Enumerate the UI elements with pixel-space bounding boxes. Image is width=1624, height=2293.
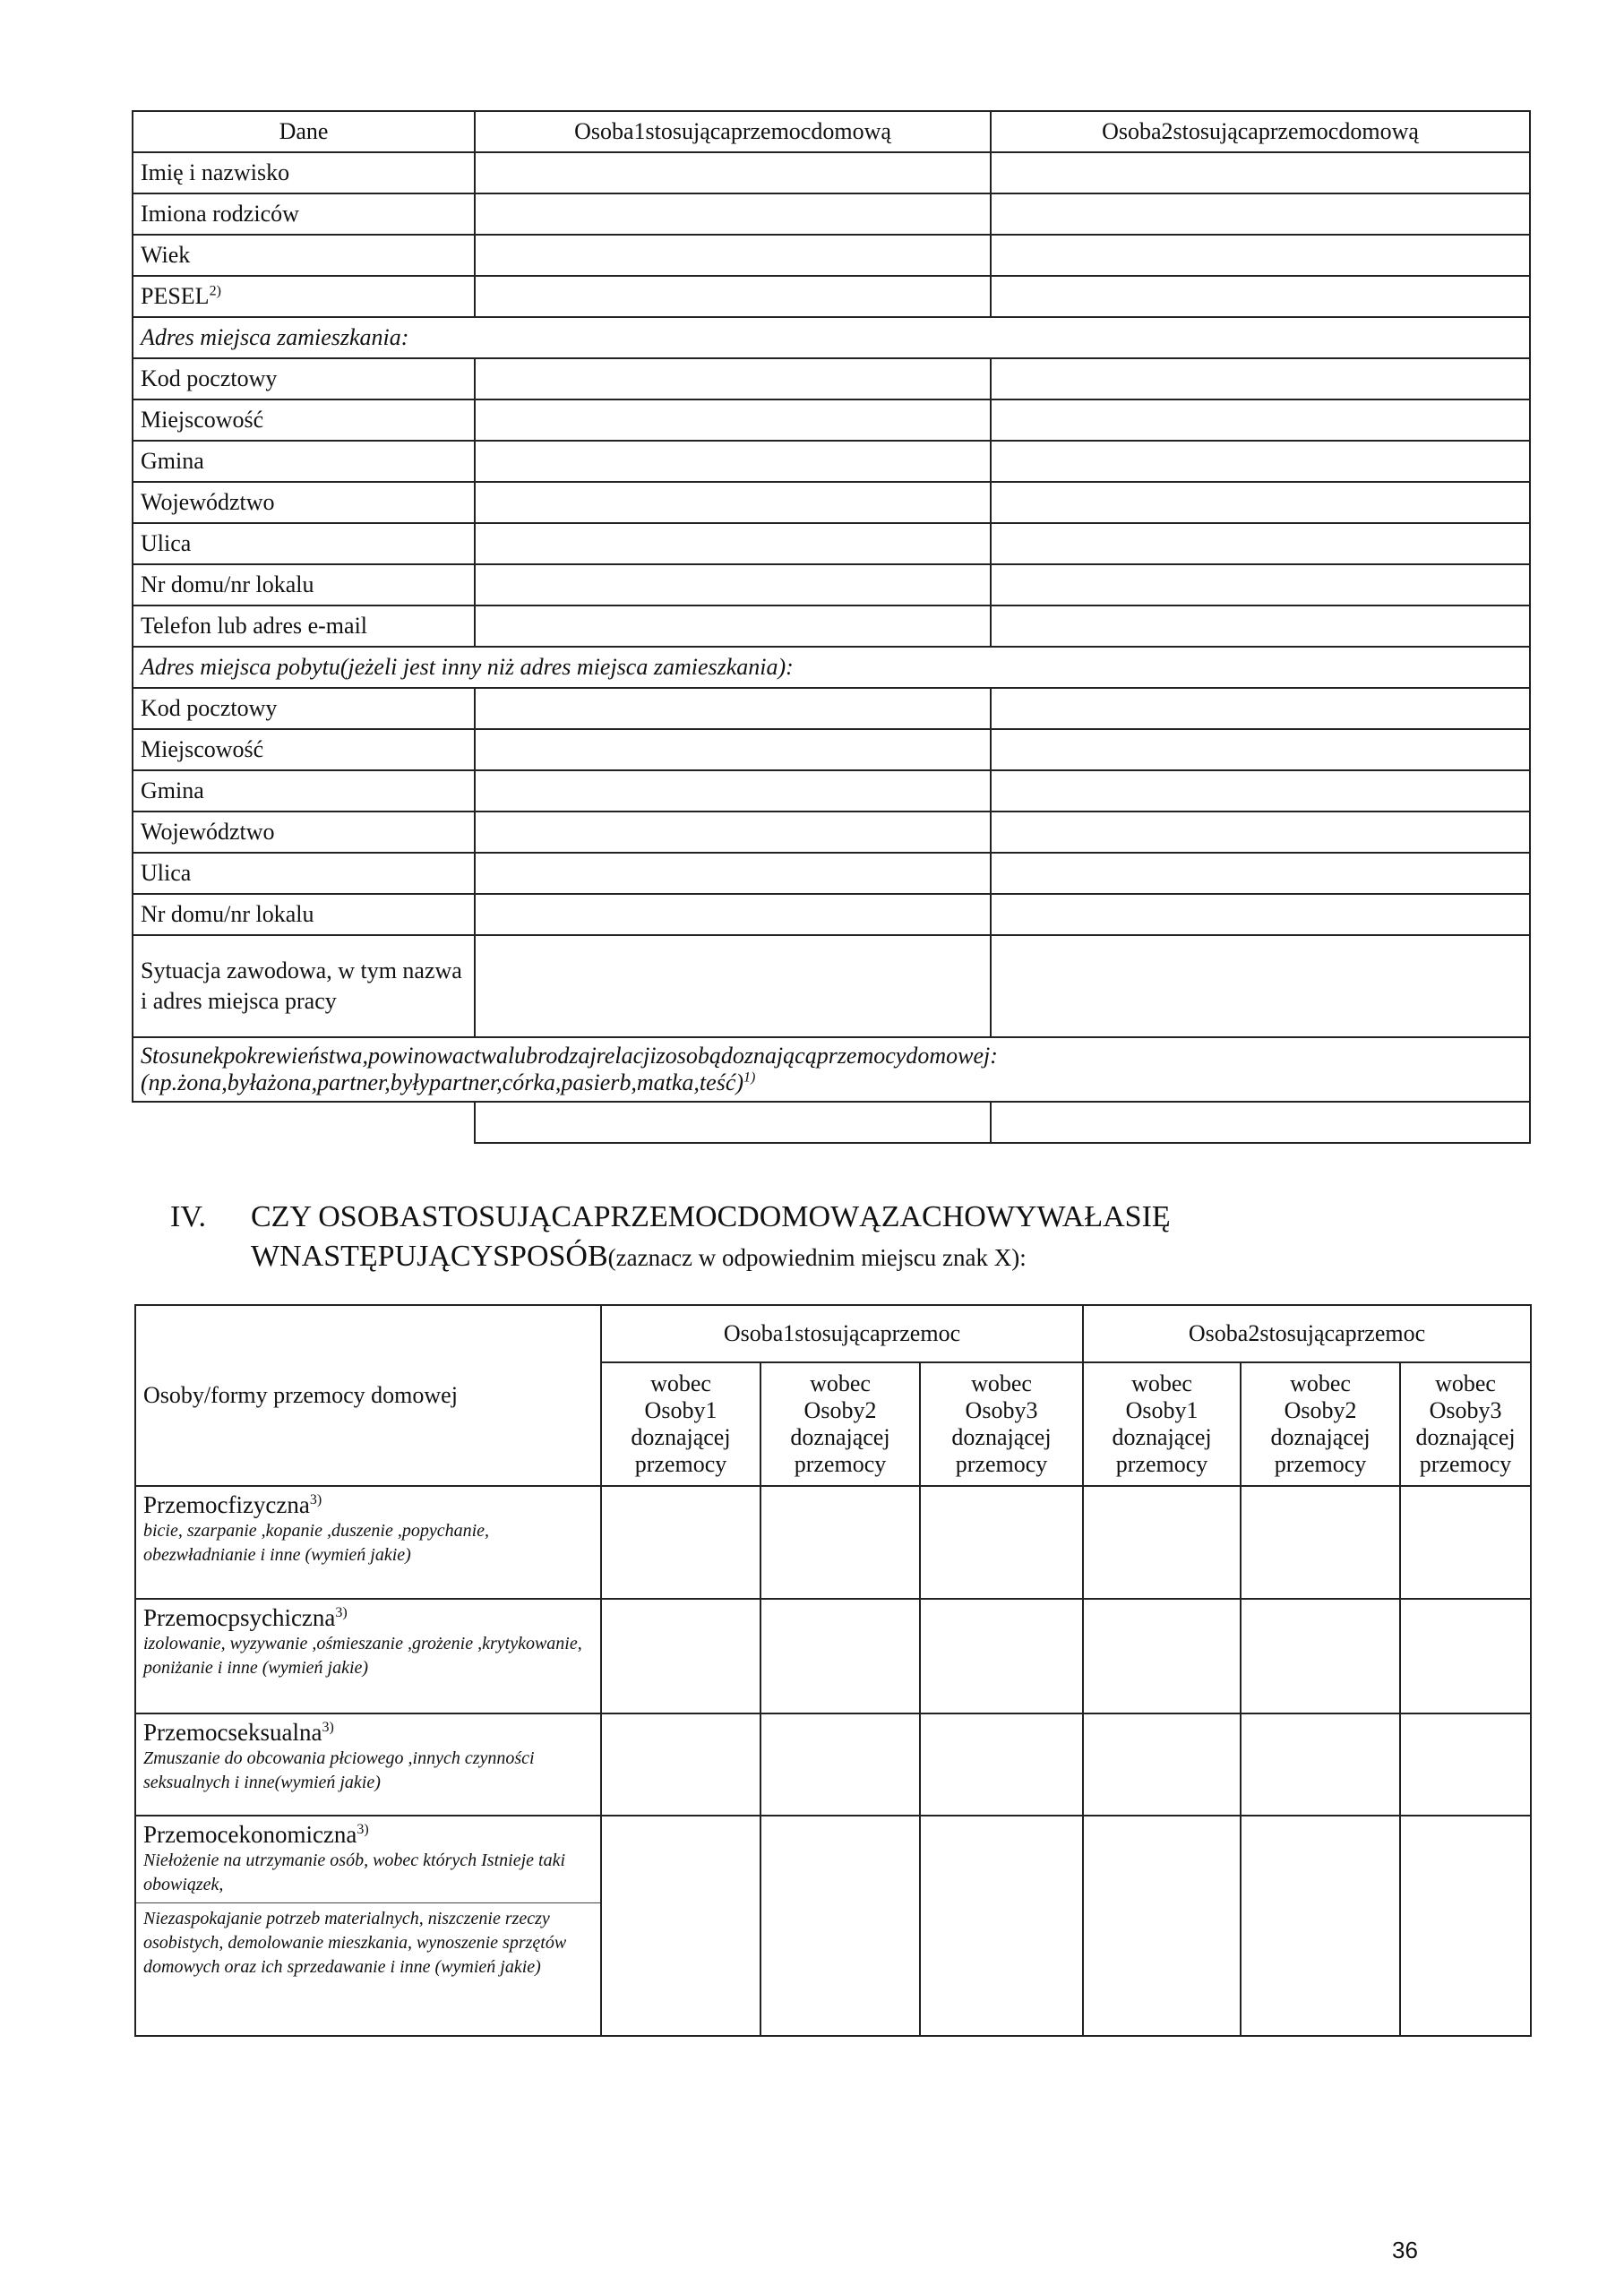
column-header-person2: Osoba2stosującaprzemocdomową (991, 111, 1530, 152)
table-row (133, 441, 1530, 482)
group-header-person2: Osoba2stosującaprzemoc (1083, 1305, 1531, 1362)
relation-line2: (np.żona,byłażona,partner,byłypartner,córka,pasierb,matka,teść) (141, 1069, 744, 1095)
input-cell-person2[interactable] (991, 193, 1530, 235)
subheader-text: przemocy (634, 1451, 727, 1477)
subheader-text: Osoby3 (1429, 1397, 1502, 1423)
row-label-parents: Imiona rodziców (133, 193, 475, 235)
checkbox-cell[interactable] (760, 1486, 920, 1599)
input-cell-person1[interactable] (475, 482, 991, 523)
table-row (133, 1102, 1530, 1143)
input-cell-person2[interactable] (991, 688, 1530, 729)
subheader-text: wobec (650, 1370, 711, 1396)
checkbox-cell[interactable] (1083, 1816, 1241, 2036)
table-row (135, 1816, 1531, 2036)
checkbox-cell[interactable] (920, 1486, 1083, 1599)
subheader-text: doznającej (631, 1424, 731, 1450)
economic-part1 (136, 1820, 600, 1903)
subheader-text: wobec (971, 1370, 1032, 1396)
checkbox-cell[interactable] (601, 1713, 760, 1816)
input-cell-person2[interactable] (991, 770, 1530, 812)
section-row-residence (133, 317, 1530, 358)
form-label-economic (135, 1816, 601, 2036)
form-title (143, 1603, 593, 1632)
footnote-marker: 3) (309, 1492, 322, 1507)
table-row (133, 770, 1530, 812)
footnote-marker: 2) (209, 283, 221, 299)
table-row (133, 523, 1530, 564)
row-label: Województwo (133, 812, 475, 853)
subheader-text: wobec (1435, 1370, 1496, 1396)
table-row (133, 812, 1530, 853)
section-number: IV. (170, 1200, 206, 1233)
input-cell-person2[interactable] (991, 358, 1530, 399)
checkbox-cell[interactable] (1400, 1713, 1531, 1816)
row-label: Telefon lub adres e-mail (133, 605, 475, 647)
form-title (143, 1820, 593, 1849)
violence-forms-table (134, 1304, 1532, 2037)
section-label-stay: Adres miejsca pobytu(jeżeli jest inny niż adres miejsca zamieszkania): (133, 647, 1530, 688)
input-cell-person1[interactable] (475, 812, 991, 853)
table-row (133, 235, 1530, 276)
input-cell-person2[interactable] (991, 523, 1530, 564)
table-row (135, 1713, 1531, 1816)
form-description: Niełożenie na utrzymanie osób, wobec których Istnieje taki obowiązek, (143, 1851, 566, 1894)
subheader-text: wobec (1131, 1370, 1192, 1396)
section-title-line2-main: WNASTĘPUJĄCYSPOSÓB (251, 1240, 608, 1273)
checkbox-cell[interactable] (920, 1599, 1083, 1713)
section-title-note: (zaznacz w odpowiednim miejscu znak X): (607, 1244, 1027, 1271)
row-label: Nr domu/nr lokalu (133, 564, 475, 605)
input-cell-person1[interactable] (475, 399, 991, 441)
relation-line1: Stosunekpokrewieństwa,powinowactwalubrodzajrelacjizosobądoznającąprzemocydomowej: (141, 1043, 998, 1069)
input-cell-person1[interactable] (475, 276, 991, 317)
form-label-sexual (135, 1713, 601, 1816)
checkbox-cell[interactable] (1241, 1816, 1400, 2036)
input-cell-person2-relation[interactable] (991, 1102, 1530, 1143)
row-label: Ulica (133, 523, 475, 564)
input-cell-person1[interactable] (475, 564, 991, 605)
subheader-p2-o2 (1241, 1362, 1400, 1486)
personal-data-table (132, 110, 1531, 1144)
checkbox-cell[interactable] (760, 1599, 920, 1713)
table-row (133, 688, 1530, 729)
input-cell-person1[interactable] (475, 193, 991, 235)
input-cell-person1-relation[interactable] (475, 1102, 991, 1143)
table-row (133, 399, 1530, 441)
checkbox-cell[interactable] (1083, 1486, 1241, 1599)
table-row (135, 1486, 1531, 1599)
input-cell-person2[interactable] (991, 812, 1530, 853)
input-cell-person1[interactable] (475, 235, 991, 276)
row-label-pesel (133, 276, 475, 317)
footnote-marker: 3) (335, 1605, 348, 1620)
input-cell-person2[interactable] (991, 564, 1530, 605)
checkbox-cell[interactable] (920, 1713, 1083, 1816)
checkbox-cell[interactable] (760, 1816, 920, 2036)
row-label: Nr domu/nr lokalu (133, 894, 475, 935)
subheader-text: Osoby2 (1284, 1397, 1357, 1423)
subheader-text: Osoby1 (1125, 1397, 1199, 1423)
subheader-p1-o1 (601, 1362, 760, 1486)
subheader-text: przemocy (794, 1451, 887, 1477)
form-title-text: Przemocseksualna (143, 1719, 322, 1746)
subheader-text: przemocy (1274, 1451, 1367, 1477)
group-header-person1: Osoba1stosującaprzemoc (601, 1305, 1083, 1362)
input-cell-person2[interactable] (991, 441, 1530, 482)
row-label: Województwo (133, 482, 475, 523)
subheader-text: przemocy (1115, 1451, 1208, 1477)
section-row-stay (133, 647, 1530, 688)
input-cell-person2[interactable] (991, 276, 1530, 317)
checkbox-cell[interactable] (1241, 1599, 1400, 1713)
input-cell-person2[interactable] (991, 894, 1530, 935)
subheader-p1-o3 (920, 1362, 1083, 1486)
input-cell-person1[interactable] (475, 441, 991, 482)
input-cell-person2[interactable] (991, 605, 1530, 647)
pesel-label: PESEL (141, 283, 210, 309)
input-cell-person1[interactable] (475, 688, 991, 729)
input-cell-person2[interactable] (991, 482, 1530, 523)
subheader-text: Osoby3 (965, 1397, 1038, 1423)
form-title (143, 1718, 593, 1747)
subheader-text: doznającej (1112, 1424, 1212, 1450)
subheader-text: Osoby2 (803, 1397, 877, 1423)
input-cell-person2[interactable] (991, 935, 1530, 1037)
form-description: Zmuszanie do obcowania płciowego ,innych czynności seksualnych i inne(wymień jakie) (143, 1748, 535, 1792)
checkbox-cell[interactable] (1241, 1486, 1400, 1599)
checkbox-cell[interactable] (760, 1713, 920, 1816)
section-row-relation (133, 1037, 1530, 1102)
row-label: Miejscowość (133, 399, 475, 441)
row-label: Gmina (133, 441, 475, 482)
input-cell-person1[interactable] (475, 770, 991, 812)
subheader-p1-o2 (760, 1362, 920, 1486)
footnote-marker: 3) (322, 1720, 334, 1735)
input-cell-person1[interactable] (475, 729, 991, 770)
input-cell-person2[interactable] (991, 235, 1530, 276)
input-cell-person2[interactable] (991, 853, 1530, 894)
form-title-text: Przemocpsychiczna (143, 1604, 336, 1631)
table-row (133, 358, 1530, 399)
input-cell-person1[interactable] (475, 523, 991, 564)
subheader-text: wobec (1290, 1370, 1351, 1396)
subheader-text: wobec (810, 1370, 871, 1396)
input-cell-person1[interactable] (475, 358, 991, 399)
checkbox-cell[interactable] (601, 1816, 760, 2036)
input-cell-person1[interactable] (475, 605, 991, 647)
corner-header: Osoby/formy przemocy domowej (135, 1305, 601, 1486)
checkbox-cell[interactable] (1400, 1486, 1531, 1599)
subheader-text: doznającej (1270, 1424, 1371, 1450)
subheader-text: doznającej (1415, 1424, 1516, 1450)
table-row (133, 605, 1530, 647)
table-row (135, 1599, 1531, 1713)
checkbox-cell[interactable] (1083, 1599, 1241, 1713)
row-label: Kod pocztowy (133, 358, 475, 399)
page-number: 36 (1392, 2237, 1418, 2263)
subheader-p2-o1 (1083, 1362, 1241, 1486)
checkbox-cell[interactable] (1400, 1599, 1531, 1713)
table-row (133, 894, 1530, 935)
input-cell-person1[interactable] (475, 894, 991, 935)
row-label-work: Sytuacja zawodowa, w tym nazwa i adres miejsca pracy (133, 935, 475, 1037)
subheader-text: doznającej (951, 1424, 1052, 1450)
form-description: izolowanie, wyzywanie ,ośmieszanie ,grożenie ,krytykowanie, poniżanie i inne (wymień jakie) (143, 1634, 582, 1678)
table-row (133, 482, 1530, 523)
form-description-2: Niezaspokajanie potrzeb materialnych, niszczenie rzeczy osobistych, demolowanie mieszkania, wynoszenie sprzętów domowych oraz ich sprzedawanie i inne (wymień jakie) (143, 1909, 567, 1977)
table-row (133, 276, 1530, 317)
input-cell-person2[interactable] (991, 399, 1530, 441)
footnote-marker: 3) (357, 1822, 369, 1837)
checkbox-cell[interactable] (1241, 1713, 1400, 1816)
checkbox-cell[interactable] (601, 1599, 760, 1713)
table-row (133, 935, 1530, 1037)
table-row (133, 564, 1530, 605)
section-title-line2 (251, 1238, 1027, 1276)
section-label-residence: Adres miejsca zamieszkania: (133, 317, 1530, 358)
table-row (133, 152, 1530, 193)
input-cell-person1[interactable] (475, 853, 991, 894)
checkbox-cell[interactable] (1400, 1816, 1531, 2036)
row-label: Ulica (133, 853, 475, 894)
row-label: Kod pocztowy (133, 688, 475, 729)
subheader-text: doznającej (790, 1424, 890, 1450)
input-cell-person1[interactable] (475, 152, 991, 193)
checkbox-cell[interactable] (601, 1486, 760, 1599)
form-title-text: Przemocfizyczna (143, 1491, 310, 1518)
checkbox-cell[interactable] (920, 1816, 1083, 2036)
table-header-row (135, 1305, 1531, 1362)
subheader-text: przemocy (1419, 1451, 1512, 1477)
subheader-text: przemocy (955, 1451, 1048, 1477)
form-title-text: Przemocekonomiczna (143, 1821, 357, 1848)
row-label: Miejscowość (133, 729, 475, 770)
table-row (133, 193, 1530, 235)
checkbox-cell[interactable] (1083, 1713, 1241, 1816)
row-label-age: Wiek (133, 235, 475, 276)
economic-part2 (136, 1903, 600, 1980)
form-label-physical (135, 1486, 601, 1599)
table-row (133, 853, 1530, 894)
form-description: bicie, szarpanie ,kopanie ,duszenie ,popychanie, obezwładnianie i inne (wymień jakie) (143, 1521, 490, 1565)
subheader-p2-o3 (1400, 1362, 1531, 1486)
input-cell-person1[interactable] (475, 935, 991, 1037)
table-row (133, 729, 1530, 770)
relation-label (133, 1037, 1530, 1102)
input-cell-person2[interactable] (991, 729, 1530, 770)
input-cell-person2[interactable] (991, 152, 1530, 193)
table-header-row (133, 111, 1530, 152)
column-header-dane: Dane (133, 111, 475, 152)
form-title (143, 1490, 593, 1519)
empty-cell (133, 1102, 475, 1143)
subheader-text: Osoby1 (644, 1397, 717, 1423)
footnote-marker: 1) (743, 1069, 756, 1086)
section-title-line1: CZY OSOBASTOSUJĄCAPRZEMOCDOMOWĄZACHOWYWAŁASIĘ (251, 1200, 1171, 1233)
row-label-name: Imię i nazwisko (133, 152, 475, 193)
row-label: Gmina (133, 770, 475, 812)
form-label-psychological (135, 1599, 601, 1713)
column-header-person1: Osoba1stosującaprzemocdomową (475, 111, 991, 152)
